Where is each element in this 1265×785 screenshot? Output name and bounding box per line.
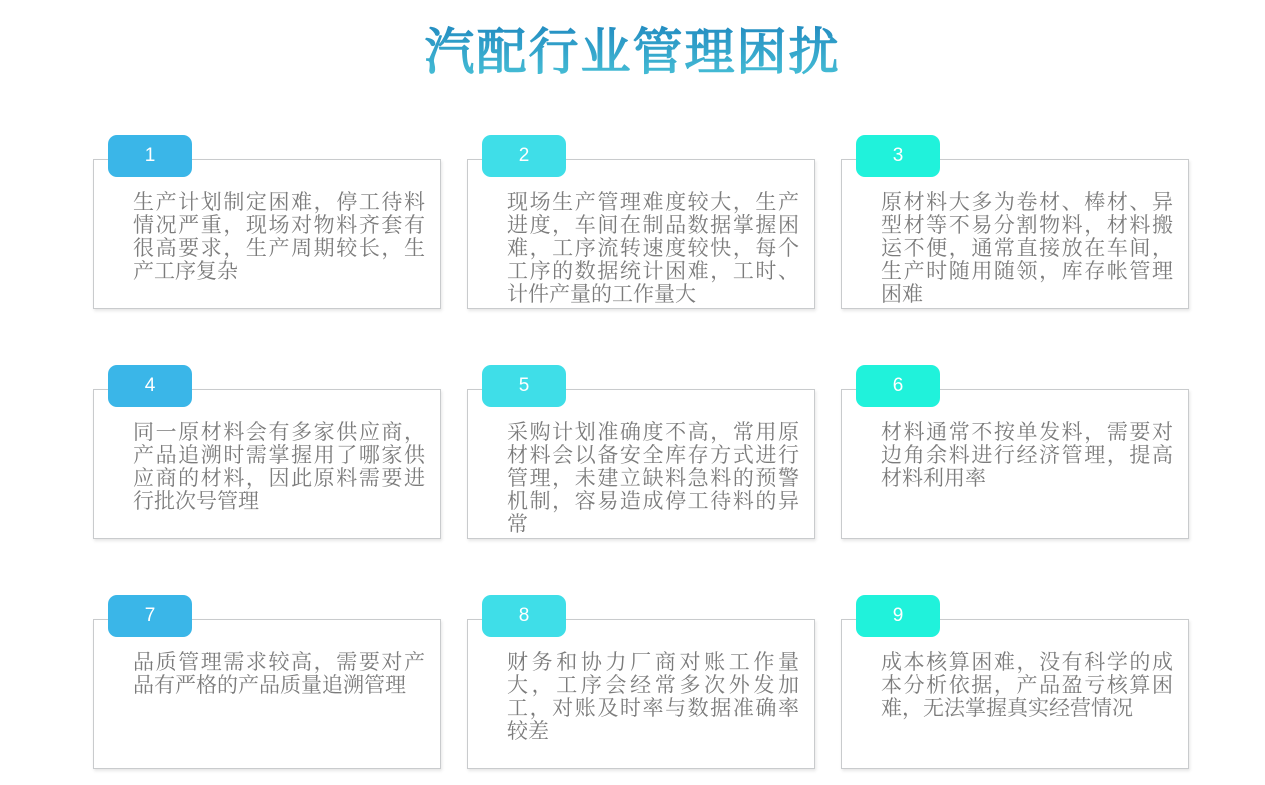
card-2-number: 2 — [518, 145, 530, 166]
card-7-number: 7 — [144, 605, 156, 626]
card-6-number: 6 — [892, 375, 904, 396]
page-title: 汽配行业管理困扰 — [0, 12, 1265, 84]
card-9-number-tab — [856, 595, 940, 637]
card-3-text: 原材料大多为卷材、棒材、异型材等不易分割物料，材料搬运不便，通常直接放在车间，生产时随用随领，库存帐管理困难 — [881, 191, 1173, 307]
card-4-number: 4 — [144, 375, 156, 396]
card-1-number: 1 — [144, 145, 156, 166]
card-9 — [841, 595, 1189, 769]
cards-row-3 — [93, 595, 1189, 769]
card-5-body — [467, 389, 815, 539]
card-8 — [467, 595, 815, 769]
card-3 — [841, 135, 1189, 309]
card-6 — [841, 365, 1189, 539]
card-6-body — [841, 389, 1189, 539]
card-8-body — [467, 619, 815, 769]
card-6-text: 材料通常不按单发料，需要对边角余料进行经济管理，提高材料利用率 — [881, 421, 1173, 491]
card-7-text: 品质管理需求较高，需要对产品有严格的产品质量追溯管理 — [133, 651, 425, 698]
card-5-number: 5 — [518, 375, 530, 396]
card-7-body — [93, 619, 441, 769]
card-9-number: 9 — [892, 605, 904, 626]
card-2-number-tab — [482, 135, 566, 177]
card-2-body — [467, 159, 815, 309]
card-3-number-tab — [856, 135, 940, 177]
card-7-number-tab — [108, 595, 192, 637]
card-3-body — [841, 159, 1189, 309]
cards-row-1 — [93, 135, 1189, 309]
card-1-body — [93, 159, 441, 309]
card-7 — [93, 595, 441, 769]
card-5 — [467, 365, 815, 539]
cards-grid — [93, 135, 1189, 769]
card-8-number: 8 — [518, 605, 530, 626]
card-2-text: 现场生产管理难度较大，生产进度，车间在制品数据掌握困难，工序流转速度较快，每个工序的数据统计困难，工时、计件产量的工作量大 — [507, 191, 799, 307]
card-1-text: 生产计划制定困难，停工待料情况严重，现场对物料齐套有很高要求，生产周期较长，生产工序复杂 — [133, 191, 425, 284]
card-4-text: 同一原材料会有多家供应商，产品追溯时需掌握用了哪家供应商的材料，因此原料需要进行批次号管理 — [133, 421, 425, 514]
card-6-number-tab — [856, 365, 940, 407]
card-8-text: 财务和协力厂商对账工作量大，工序会经常多次外发加工，对账及时率与数据准确率较差 — [507, 651, 799, 744]
card-1 — [93, 135, 441, 309]
card-3-number: 3 — [892, 145, 904, 166]
card-2 — [467, 135, 815, 309]
card-4-number-tab — [108, 365, 192, 407]
cards-row-2 — [93, 365, 1189, 539]
card-5-number-tab — [482, 365, 566, 407]
card-8-number-tab — [482, 595, 566, 637]
card-4 — [93, 365, 441, 539]
card-1-number-tab — [108, 135, 192, 177]
card-9-text: 成本核算困难，没有科学的成本分析依据，产品盈亏核算困难，无法掌握真实经营情况 — [881, 651, 1173, 721]
card-4-body — [93, 389, 441, 539]
card-5-text: 采购计划准确度不高，常用原材料会以备安全库存方式进行管理，未建立缺料急料的预警机制，容易造成停工待料的异常 — [507, 421, 799, 537]
card-9-body — [841, 619, 1189, 769]
